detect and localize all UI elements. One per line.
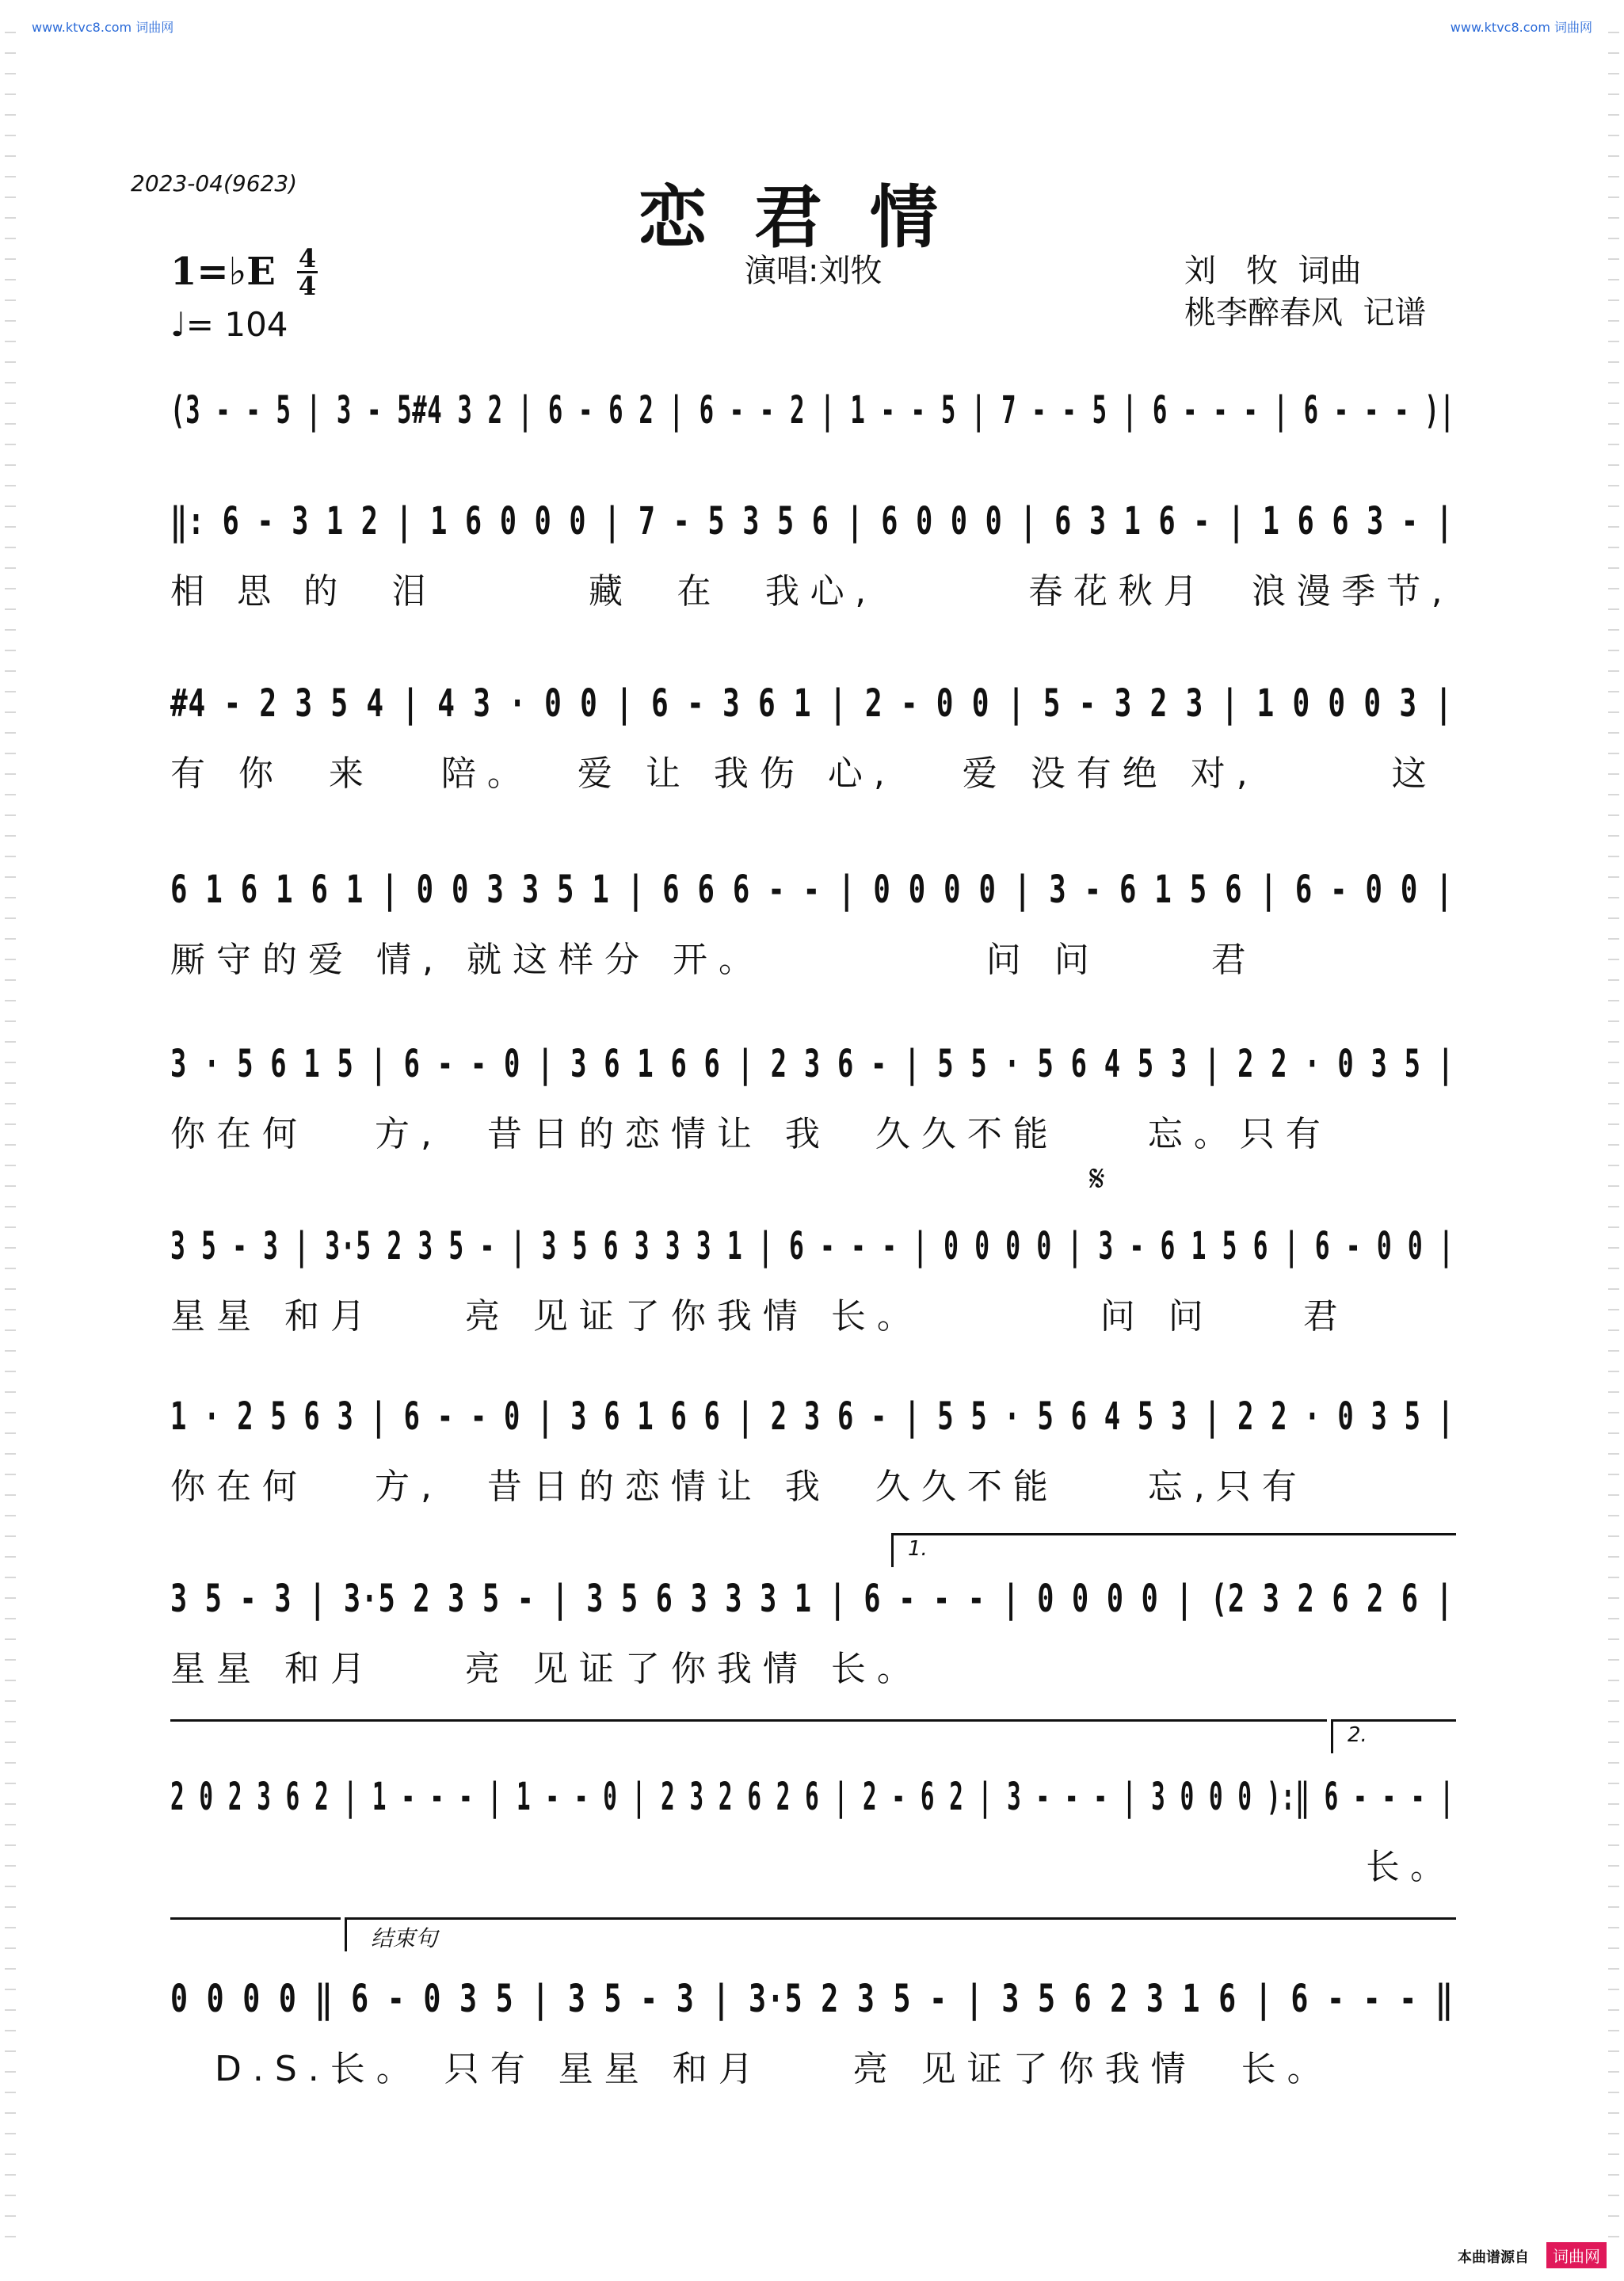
time-signature bbox=[297, 243, 318, 301]
footer-source-label: 本曲谱源自 bbox=[1458, 2249, 1529, 2266]
footer-site-badge: 词曲网 bbox=[1546, 2242, 1607, 2268]
lyric-line-2: 相 思 的 泪 藏 在 我心, 春花秋月 浪漫季节, bbox=[170, 571, 1454, 612]
composer-credit: 刘 牧 词曲 bbox=[1184, 253, 1362, 289]
lyric-line-8: 星星 和月 亮 见证了你我情 长。 bbox=[170, 1649, 923, 1689]
singer-credit: 演唱:刘牧 bbox=[745, 253, 883, 289]
notation-line-6: 3 5 - 3 | 3·5 2 3 5 - | 3 5 6 3 3 3 1 | 6 - - - | 0 0 0 0 | 3 - 6 1 5 6 | 6 - 0 0 | bbox=[170, 1224, 1454, 1268]
notation-line-10: 0 0 0 0 ‖ 6 - 0 3 5 | 3 5 - 3 | 3·5 2 3 5 - | 3 5 6 2 3 1 6 | 6 - - - ‖ bbox=[170, 1977, 1454, 2021]
notation-line-8: 3 5 - 3 | 3·5 2 3 5 - | 3 5 6 3 3 3 1 | 6 - - - | 0 0 0 0 | (2 3 2 6 2 6 | bbox=[170, 1577, 1454, 1621]
watermark-left: www.ktvc8.com 词曲网 bbox=[32, 20, 174, 35]
coda-label: 结束句 bbox=[371, 1925, 438, 1951]
key-signature: 1=♭E bbox=[170, 250, 276, 294]
watermark-right: www.ktvc8.com 词曲网 bbox=[1450, 20, 1592, 35]
second-ending-label: 2. bbox=[1348, 1723, 1367, 1747]
lyric-line-7: 你在何 方, 昔日的恋情让 我 久久不能 忘,只有 bbox=[170, 1467, 1308, 1507]
coda-bracket bbox=[345, 1917, 1456, 1951]
lyric-line-3: 有 你 来 陪。 爱 让 我伤 心, 爱 没有绝 对, 这 bbox=[170, 753, 1438, 794]
lyric-line-10: D.S.长。 只有 星星 和月 亮 见证了你我情 长。 bbox=[170, 2049, 1333, 2089]
lyric-line-6: 星星 和月 亮 见证了你我情 长。 问 问 君 bbox=[170, 1296, 1349, 1337]
lyric-line-5: 你在何 方, 昔日的恋情让 我 久久不能 忘。只有 bbox=[170, 1114, 1332, 1154]
transcriber-credit: 桃李醉春风 记谱 bbox=[1184, 295, 1427, 331]
time-signature-top: 4 bbox=[298, 243, 317, 273]
tempo-marking: ♩= 104 bbox=[170, 305, 288, 344]
first-ending-continuation bbox=[170, 1719, 1327, 1753]
notation-line-4: 6 1 6 1 6 1 | 0 0 3 3 5 1 | 6 6 6 - - | 0 0 0 0 | 3 - 6 1 5 6 | 6 - 0 0 | bbox=[170, 868, 1454, 912]
ending-line-bracket bbox=[170, 1917, 341, 1951]
lyric-line-9: 长。 bbox=[170, 1847, 1454, 1887]
first-ending-bracket bbox=[891, 1533, 1456, 1567]
notation-line-7: 1 · 2 5 6 3 | 6 - - 0 | 3 6 1 6 6 | 2 3 6 - | 5 5 · 5 6 4 5 3 | 2 2 · 0 3 5 | bbox=[170, 1394, 1454, 1439]
left-margin-decoration bbox=[5, 32, 16, 2250]
notation-line-3: #4 - 2 3 5 4 | 4 3 · 0 0 | 6 - 3 6 1 | 2 - 0 0 | 5 - 3 2 3 | 1 0 0 0 3 | bbox=[170, 681, 1453, 726]
segno-sign: 𝄋 bbox=[1089, 1157, 1105, 1200]
notation-line-2: ‖: 6 - 3 1 2 | 1 6 0 0 0 | 7 - 5 3 5 6 | 6 0 0 0 | 6 3 1 6 - | 1 6 6 3 - | bbox=[170, 499, 1454, 544]
notation-line-9: 2 0 2 3 6 2 | 1 - - - | 1 - - 0 | 2 3 2 6 2 6 | 2 - 6 2 | 3 - - - | 3 0 0 0 ):‖ 6 - - - | bbox=[170, 1775, 1454, 1819]
catalog-number: 2023-04(9623) bbox=[131, 170, 298, 196]
song-title: 恋君情 bbox=[639, 177, 985, 257]
lyric-line-4: 厮守的爱 情, 就这样分 开。 问 问 君 bbox=[170, 940, 1257, 980]
notation-line-5: 3 · 5 6 1 5 | 6 - - 0 | 3 6 1 6 6 | 2 3 6 - | 5 5 · 5 6 4 5 3 | 2 2 · 0 3 5 | bbox=[170, 1042, 1454, 1086]
first-ending-label: 1. bbox=[908, 1537, 928, 1561]
right-margin-decoration bbox=[1608, 32, 1619, 2250]
time-signature-bottom: 4 bbox=[298, 271, 317, 301]
second-ending-bracket bbox=[1331, 1719, 1456, 1753]
notation-line-1: (3 - - 5 | 3 - 5#4 3 2 | 6 - 6 2 | 6 - - 2 | 1 - - 5 | 7 - - 5 | 6 - - - | 6 - - - )| bbox=[170, 388, 1455, 433]
